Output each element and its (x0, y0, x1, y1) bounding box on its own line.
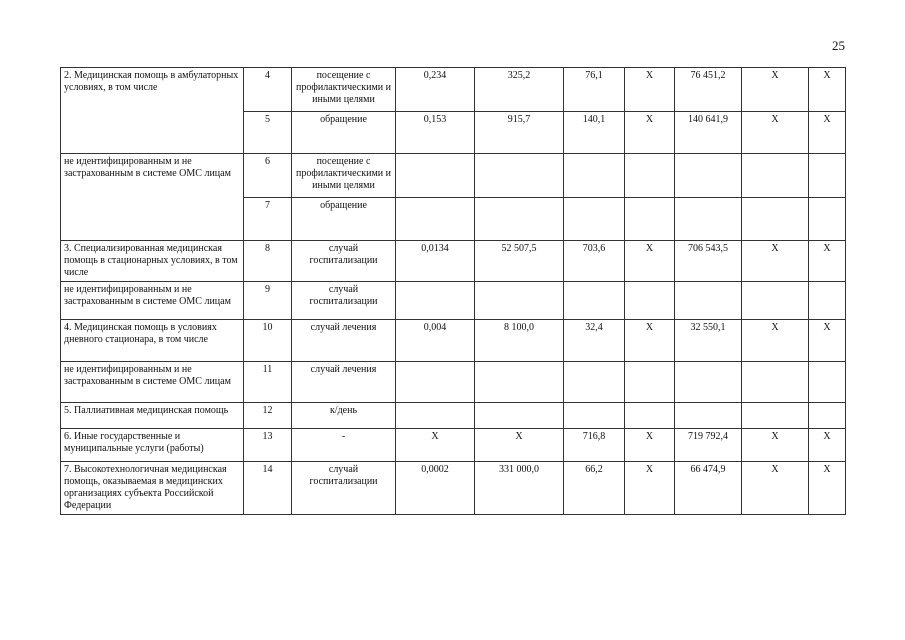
cell: Х (742, 462, 809, 515)
cell (475, 154, 564, 198)
row-name: не идентифицированным и не застрахованным в системе ОМС лицам (61, 282, 244, 320)
row-name: 7. Высокотехнологичная медицинская помощь, оказываемая в медицинских организациях субъекта Российской Федерации (61, 462, 244, 515)
cell: 706 543,5 (675, 241, 742, 282)
cell: 140 641,9 (675, 112, 742, 154)
cell (625, 403, 675, 429)
cell: 703,6 (564, 241, 625, 282)
row-unit: случай госпитализации (292, 282, 396, 320)
cell (742, 198, 809, 241)
cell: 76,1 (564, 68, 625, 112)
cell: 719 792,4 (675, 429, 742, 462)
cell (742, 403, 809, 429)
cell: 0,153 (396, 112, 475, 154)
cell (742, 154, 809, 198)
cell: 325,2 (475, 68, 564, 112)
table-row (61, 241, 846, 282)
row-number: 5 (244, 112, 292, 154)
cell: Х (625, 112, 675, 154)
row-name: не идентифицированным и не застрахованным в системе ОМС лицам (61, 362, 244, 403)
table-row (61, 403, 846, 429)
cell (564, 282, 625, 320)
row-number: 9 (244, 282, 292, 320)
cell: Х (809, 112, 846, 154)
cell (396, 154, 475, 198)
cell (809, 198, 846, 241)
cell: 0,004 (396, 320, 475, 362)
cell (809, 362, 846, 403)
cell (675, 403, 742, 429)
cell: 140,1 (564, 112, 625, 154)
table-row (61, 68, 846, 112)
cell: Х (742, 241, 809, 282)
cell: Х (809, 429, 846, 462)
row-number: 8 (244, 241, 292, 282)
cell (809, 154, 846, 198)
cell: Х (625, 462, 675, 515)
row-name: 4. Медицинская помощь в условиях дневного стационара, в том числе (61, 320, 244, 362)
cell (564, 198, 625, 241)
cell: 32,4 (564, 320, 625, 362)
row-number: 12 (244, 403, 292, 429)
cell: Х (742, 112, 809, 154)
row-unit: случай лечения (292, 362, 396, 403)
cell: Х (809, 462, 846, 515)
row-name: 5. Паллиативная медицинская помощь (61, 403, 244, 429)
cell: 8 100,0 (475, 320, 564, 362)
cell (809, 282, 846, 320)
cell (675, 362, 742, 403)
cell (675, 198, 742, 241)
cell: 915,7 (475, 112, 564, 154)
cell (625, 362, 675, 403)
cell (475, 198, 564, 241)
cell (396, 282, 475, 320)
cell (396, 362, 475, 403)
table-row (61, 429, 846, 462)
cell: Х (809, 320, 846, 362)
cell: 331 000,0 (475, 462, 564, 515)
table-row (61, 462, 846, 515)
row-number: 7 (244, 198, 292, 241)
row-name: не идентифицированным и не застрахованным в системе ОМС лицам (61, 154, 244, 241)
row-name: 6. Иные государственные и муниципальные услуги (работы) (61, 429, 244, 462)
cell (742, 282, 809, 320)
row-unit: - (292, 429, 396, 462)
cell (625, 154, 675, 198)
cell: 0,234 (396, 68, 475, 112)
row-unit: случай лечения (292, 320, 396, 362)
cell (564, 403, 625, 429)
cell (475, 362, 564, 403)
cell: 66,2 (564, 462, 625, 515)
table-row (61, 320, 846, 362)
row-unit: обращение (292, 112, 396, 154)
cell: 76 451,2 (675, 68, 742, 112)
row-unit: обращение (292, 198, 396, 241)
row-number: 14 (244, 462, 292, 515)
cell: 0,0002 (396, 462, 475, 515)
row-number: 6 (244, 154, 292, 198)
table-row (61, 282, 846, 320)
cell: Х (625, 241, 675, 282)
cell: Х (625, 429, 675, 462)
cell: 66 474,9 (675, 462, 742, 515)
row-number: 11 (244, 362, 292, 403)
cell: Х (809, 68, 846, 112)
row-number: 4 (244, 68, 292, 112)
row-unit: случай госпитализации (292, 241, 396, 282)
row-name: 2. Медицинская помощь в амбулаторных условиях, в том числе (61, 68, 244, 154)
cell: Х (742, 429, 809, 462)
cell: Х (809, 241, 846, 282)
cell (564, 154, 625, 198)
cell: Х (396, 429, 475, 462)
cell (564, 362, 625, 403)
cell (396, 403, 475, 429)
cell: 716,8 (564, 429, 625, 462)
cell (809, 403, 846, 429)
table-row (61, 362, 846, 403)
row-number: 13 (244, 429, 292, 462)
cell (396, 198, 475, 241)
table-row (61, 154, 846, 198)
cell: 52 507,5 (475, 241, 564, 282)
cell: Х (475, 429, 564, 462)
row-unit: к/день (292, 403, 396, 429)
cell: 32 550,1 (675, 320, 742, 362)
cell (625, 198, 675, 241)
cell: Х (742, 320, 809, 362)
cell (675, 282, 742, 320)
cell: Х (625, 68, 675, 112)
row-name: 3. Специализированная медицинская помощь в стационарных условиях, в том числе (61, 241, 244, 282)
page-number: 25 (832, 38, 845, 53)
cell (475, 282, 564, 320)
cell: Х (625, 320, 675, 362)
row-unit: посещение с профилактическими и иными целями (292, 68, 396, 112)
row-unit: случай госпитализации (292, 462, 396, 515)
cell (742, 362, 809, 403)
row-number: 10 (244, 320, 292, 362)
cell (475, 403, 564, 429)
row-unit: посещение с профилактическими и иными целями (292, 154, 396, 198)
data-table (60, 67, 846, 515)
cell: 0,0134 (396, 241, 475, 282)
cell (675, 154, 742, 198)
cell (625, 282, 675, 320)
cell: Х (742, 68, 809, 112)
